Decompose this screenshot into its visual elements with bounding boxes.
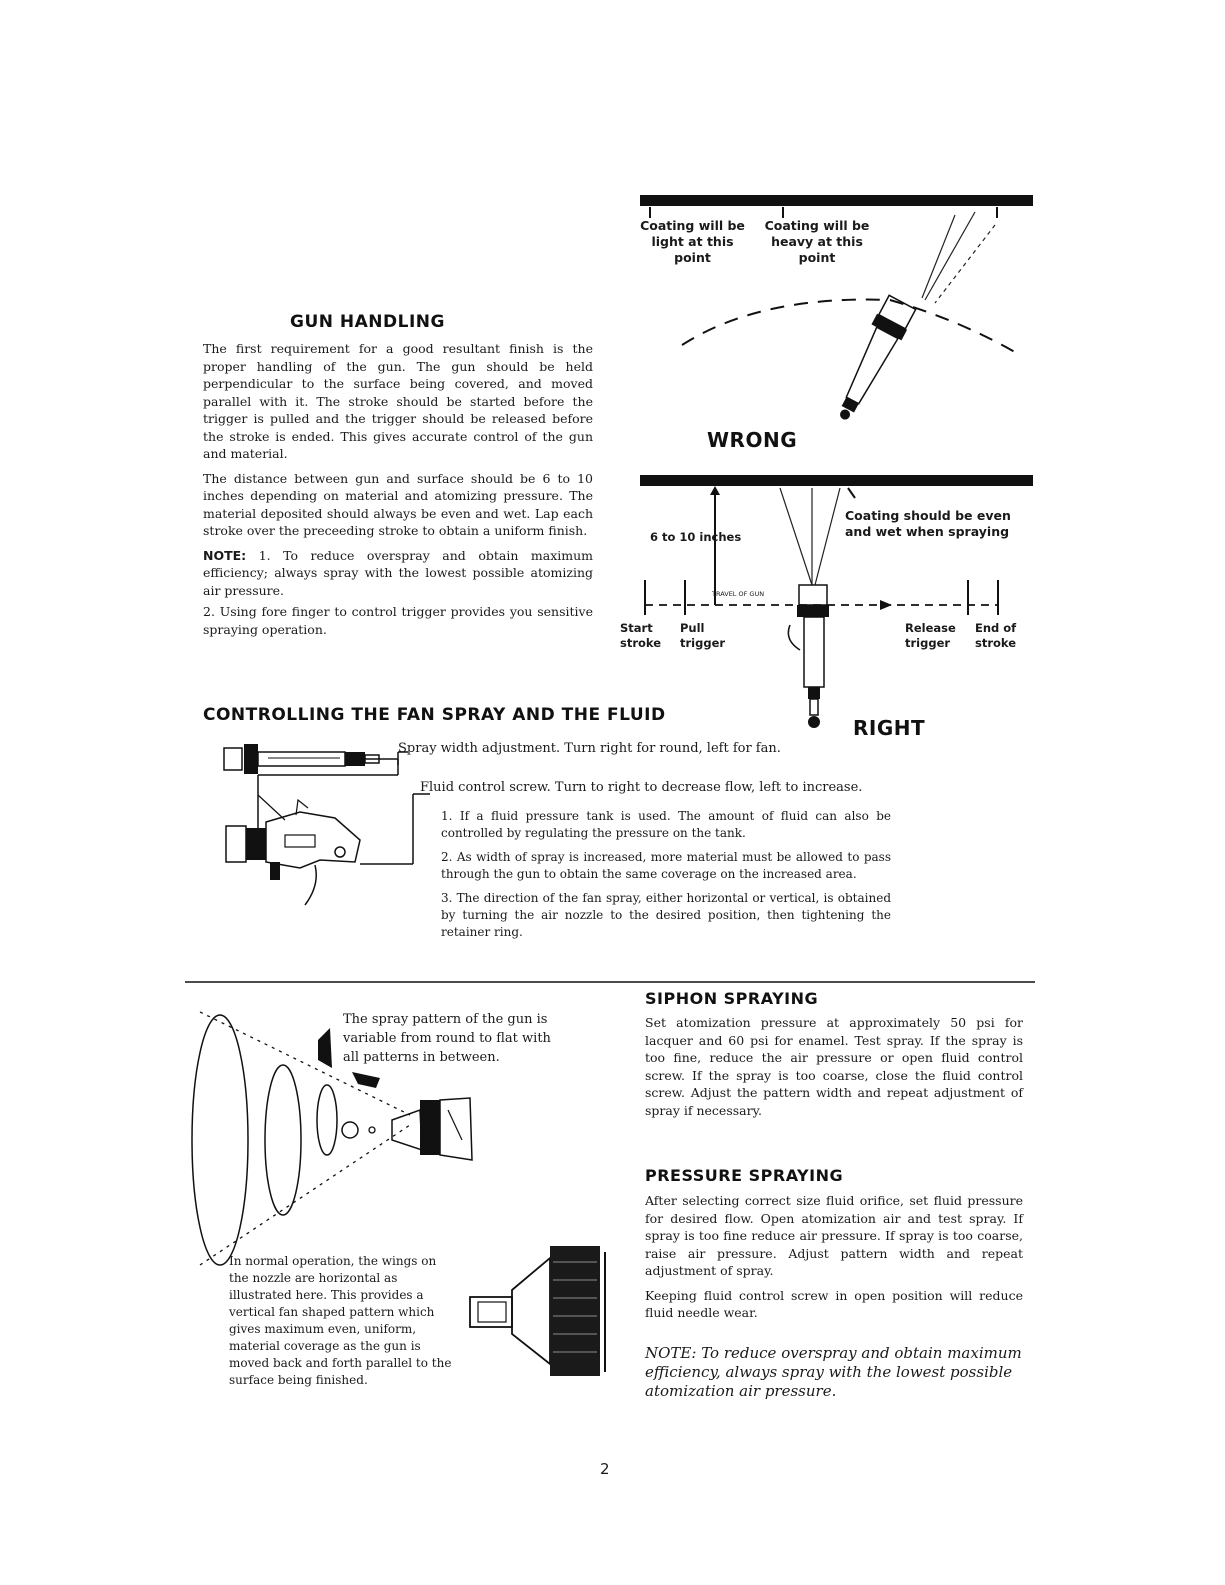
label-end-of-stroke: End of stroke (975, 621, 1017, 650)
wrong-surface-bar (640, 195, 1033, 206)
pressure-p1: After selecting correct size fluid orifice, set fluid pressure for desired flow. Open atomization air and test spray. If spray is too fine reduce air pressure. If spray is too coarse, raise air pressure. Adjust pattern width and repeat adjustment of spray. (645, 1193, 1023, 1278)
controlling-item-1: 1. If a fluid pressure tank is used. The amount of fluid can also be controlled by regulating the pressure on the tank. (441, 809, 891, 840)
label-release-trigger: Release trigger (905, 621, 956, 650)
gun-controls-diagram (224, 744, 430, 905)
gun-handling-note2: 2. Using fore finger to control trigger provides you sensitive spraying operation. (203, 604, 593, 637)
label-start-stroke: Start stroke (620, 621, 662, 650)
gun-handling-note1: 1. To reduce overspray and obtain maximum efficiency; always spray with the lowest possible atomizing air pressure. (203, 547, 593, 598)
controlling-list (441, 808, 891, 948)
label-travel-of-gun: TRAVEL OF GUN (712, 590, 765, 598)
label-coating-heavy: Coating will be heavy at this point (764, 218, 870, 265)
right-surface-bar (640, 475, 1033, 486)
label-distance: 6 to 10 inches (650, 530, 742, 544)
spray-width-note: Spray width adjustment. Turn right for round, left for fan. (398, 741, 781, 756)
gun-handling-note1-line (203, 547, 593, 600)
pressure-p2: Keeping fluid control screw in open position will reduce fluid needle wear. (645, 1287, 1023, 1320)
pressure-note: NOTE: To reduce overspray and obtain maximum efficiency, always spray with the lowest possible atomization air pressure. (645, 1344, 1022, 1400)
gun-handling-heading: GUN HANDLING (290, 312, 445, 332)
siphon-heading: SIPHON SPRAYING (645, 989, 819, 1008)
right-caption: RIGHT (853, 716, 926, 740)
wrong-arc-path (682, 300, 1020, 355)
gun-handling-body (203, 340, 593, 645)
nozzle-closeup-illustration (470, 1246, 605, 1376)
fluid-control-note: Fluid control screw. Turn to right to decrease flow, left to increase. (420, 780, 863, 795)
gun-handling-p2: The distance between gun and surface should be 6 to 10 inches depending on material and atomizing pressure. The material deposited should always be even and wet. Lap each stroke over the preceeding stroke to obtain a uniform finish. (203, 470, 593, 538)
wrong-spray-gun (826, 294, 918, 426)
siphon-text: Set atomization pressure at approximately 50 psi for lacquer and 60 psi for enamel. Test spray. If the spray is too fine, reduce the air pressure or open fluid control screw. If the spray is too coarse, close the fluid control screw. Adjust the pattern width and repeat adjustment of spray if necessary. (645, 1015, 1023, 1118)
label-coating-even: Coating should be even and wet when spraying (845, 508, 1011, 539)
right-spray-gun (788, 585, 829, 728)
wrong-caption: WRONG (707, 428, 798, 452)
pressure-body (645, 1192, 1023, 1329)
note-label: NOTE: (203, 547, 247, 563)
pressure-heading: PRESSURE SPRAYING (645, 1166, 844, 1185)
controlling-item-3: 3. The direction of the fan spray, either horizontal or vertical, is obtained by turning the air nozzle to the desired position, then tightening the retainer ring. (441, 891, 891, 939)
label-pull-trigger: Pull trigger (680, 621, 726, 650)
controlling-item-2: 2. As width of spray is increased, more material must be allowed to pass through the gun to obtain the same coverage on the increased area. (441, 850, 891, 881)
spray-pattern-text: The spray pattern of the gun is variable from round to flat with all patterns in between. (343, 1012, 551, 1065)
controlling-heading: CONTROLLING THE FAN SPRAY AND THE FLUID (203, 705, 666, 725)
gun-handling-p1: The first requirement for a good resultant finish is the proper handling of the gun. The gun should be held perpendicular to the surface being covered, and moved parallel with it. The stroke should be started before the trigger is pulled and the trigger should be released before the stroke is ended. This gives accurate control of the gun and material. (203, 341, 593, 461)
label-coating-light: Coating will be light at this point (640, 218, 745, 265)
normal-operation-text: In normal operation, the wings on the nozzle are horizontal as illustrated here. This provides a vertical fan shaped pattern which gives maximum even, uniform, material coverage as the gun is moved back and forth parallel to the surface being finished. (229, 1254, 452, 1387)
page-number: 2 (600, 1460, 610, 1478)
